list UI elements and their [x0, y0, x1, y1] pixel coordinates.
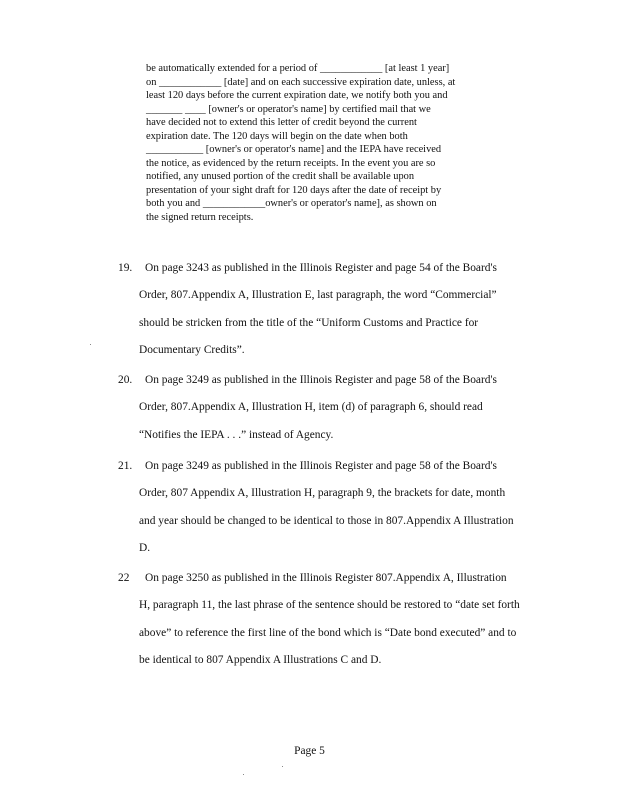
item-line: above” to reference the first line of the bond which is “Date bond executed” and to: [139, 627, 517, 639]
quote-line: presentation of your sight draft for 120 days after the date of receipt by: [146, 184, 442, 196]
item-line: “Notifies the IEPA . . .” instead of Agency.: [139, 429, 334, 441]
item-line: Order, 807.Appendix A, Illustration H, item (d) of paragraph 6, should read: [139, 401, 483, 413]
item-number: 20.: [118, 374, 133, 386]
item-line: be identical to 807 Appendix A Illustrations C and D.: [139, 654, 382, 666]
item-line: D.: [139, 542, 151, 554]
item-line: Order, 807.Appendix A, Illustration E, last paragraph, the word “Commercial”: [139, 289, 497, 301]
item-line: H, paragraph 11, the last phrase of the sentence should be restored to “date set forth: [139, 599, 520, 611]
quote-line: have decided not to extend this letter of credit beyond the current: [146, 117, 417, 128]
quote-line: notified, any unused portion of the credit shall be available upon: [146, 171, 415, 182]
quote-line: _______ ____ [owner's or operator's name] by certified mail that we: [146, 103, 431, 115]
quote-line: both you and ____________owner's or operator's name], as shown on: [146, 198, 437, 209]
quote-line: the signed return receipts.: [146, 211, 254, 223]
item-number: 22: [118, 572, 130, 584]
quote-line: ___________ [owner's or operator's name] and the IEPA have received: [146, 144, 442, 155]
item-line: and year should be changed to be identical to those in 807.Appendix A Illustration: [139, 515, 514, 527]
item-line: On page 3243 as published in the Illinois Register and page 54 of the Board's: [145, 262, 497, 274]
scan-speck: [90, 344, 91, 345]
page-number: Page 5: [294, 745, 325, 757]
quote-line: on ____________ [date] and on each successive expiration date, unless, at: [146, 76, 456, 88]
item-number: 21.: [118, 460, 133, 472]
item-line: Documentary Credits”.: [139, 344, 245, 356]
item-number: 19.: [118, 262, 133, 274]
item-line: should be stricken from the title of the “Uniform Customs and Practice for: [139, 317, 479, 329]
item-line: On page 3249 as published in the Illinois Register and page 58 of the Board's: [145, 374, 497, 386]
item-line: On page 3250 as published in the Illinois Register 807.Appendix A, Illustration: [145, 572, 507, 584]
item-line: Order, 807 Appendix A, Illustration H, paragraph 9, the brackets for date, month: [139, 487, 506, 499]
item-line: On page 3249 as published in the Illinois Register and page 58 of the Board's: [145, 460, 497, 472]
scan-speck: [243, 774, 244, 775]
letter-of-credit-excerpt: [146, 62, 526, 224]
quote-line: be automatically extended for a period of ____________ [at least 1 year]: [146, 63, 450, 74]
scan-speck: [282, 766, 283, 767]
quote-line: the notice, as evidenced by the return receipts. In the event you are so: [146, 157, 436, 169]
quote-line: expiration date. The 120 days will begin on the date when both: [146, 130, 408, 142]
quote-line: least 120 days before the current expiration date, we notify both you and: [146, 90, 448, 101]
